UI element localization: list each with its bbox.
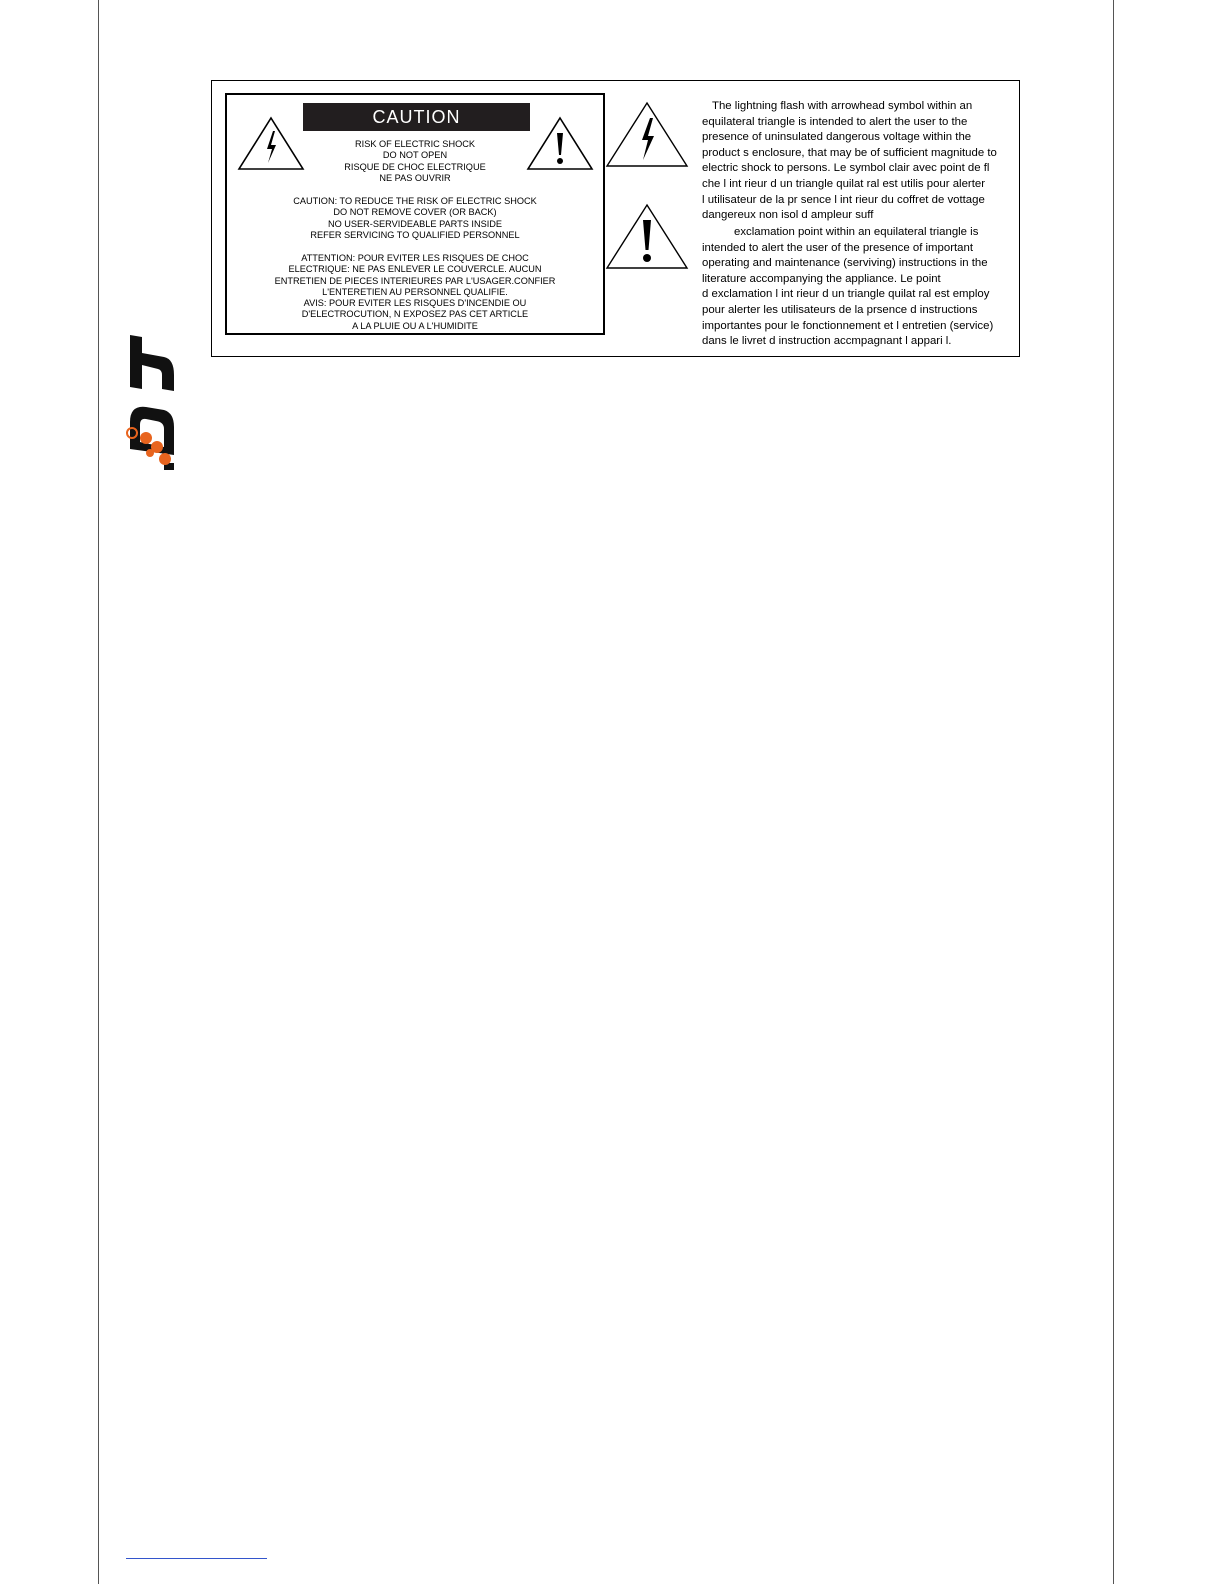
label-line: DO NOT OPEN [382, 150, 448, 161]
description-line: product s enclosure, that may be of sufficient magnitude to [702, 146, 997, 159]
label-line: RISK OF ELECTRIC SHOCK [355, 139, 475, 149]
description-line: dangereux non isol d ampleur suff [702, 209, 874, 222]
description-line: che l int rieur d un triangle quilat ral est utilis pour alerter [702, 177, 986, 190]
caution-banner: CAUTION [303, 103, 530, 131]
description-line: intended to alert the user of the presence of important [702, 241, 974, 254]
description-line: pour alerter les utilisateurs de la prsence d instructions [702, 303, 978, 316]
description-line: equilateral triangle is intended to alert the user to the [702, 115, 968, 128]
description-line: presence of uninsulated dangerous voltage within the [702, 131, 972, 144]
lightning-symbol-description [702, 99, 1020, 224]
description-line: The lightning flash with arrowhead symbol within an [712, 100, 973, 112]
label-line: A LA PLUIE OU A L'HUMIDITE [352, 320, 478, 331]
label-line: ELECTRIQUE: NE PAS ENLEVER LE COUVERCLE. AUCUN [288, 264, 542, 275]
label-line: ATTENTION: POUR EVITER LES RISQUES DE CHOC [301, 253, 529, 263]
lightning-warning-icon [605, 100, 689, 168]
description-line: dans le livret d instruction accmpagnant l appari l. [702, 335, 952, 348]
label-line: D'ELECTROCUTION, N EXPOSEZ PAS CET ARTICLE [301, 309, 529, 320]
description-line: electric shock to persons. Le symbol clair avec point de fl [702, 162, 990, 175]
page-border-right [1113, 0, 1114, 1584]
description-line: literature accompanying the appliance. Le point [702, 272, 941, 285]
label-line: ENTRETIEN DE PIECES INTERIEURES PAR L'USAGER.CONFIER [274, 275, 556, 286]
exclamation-warning-icon [605, 202, 689, 270]
label-line: REFER SERVICING TO QUALIFIED PERSONNEL [310, 229, 520, 240]
description-line: importantes pour le fonctionnement et l entretien (service) [702, 319, 994, 332]
description-line: l utilisateur de la pr sence l int rieur du coffret de vottage [702, 193, 985, 206]
label-line: NE PAS OUVRIR [379, 172, 451, 183]
label-line: L'ENTERETIEN AU PERSONNEL QUALIFIE. [322, 286, 508, 297]
brand-logo [120, 305, 180, 470]
caution-label [225, 93, 605, 335]
footer-link-underline[interactable] [126, 1558, 267, 1559]
label-line: RISQUE DE CHOC ELECTRIQUE [344, 161, 486, 172]
label-line: NO USER-SERVIDEABLE PARTS INSIDE [327, 218, 503, 229]
description-line: operating and maintenance (serviving) instructions in the [702, 257, 988, 270]
label-warning-group-2 [227, 196, 603, 241]
label-line: CAUTION: TO REDUCE THE RISK OF ELECTRIC SHOCK [293, 196, 537, 206]
label-line: AVIS: POUR EVITER LES RISQUES D'INCENDIE OU [303, 298, 527, 309]
page-border-left [98, 0, 99, 1584]
description-line: d exclamation l int rieur d un triangle quilat ral est employ [702, 288, 990, 301]
exclamation-symbol-description [702, 225, 1020, 350]
label-warning-group-1 [227, 139, 603, 184]
label-warning-group-3 [227, 253, 603, 332]
label-line: DO NOT REMOVE COVER (OR BACK) [333, 207, 497, 218]
description-line: exclamation point within an equilateral triangle is [734, 226, 979, 238]
